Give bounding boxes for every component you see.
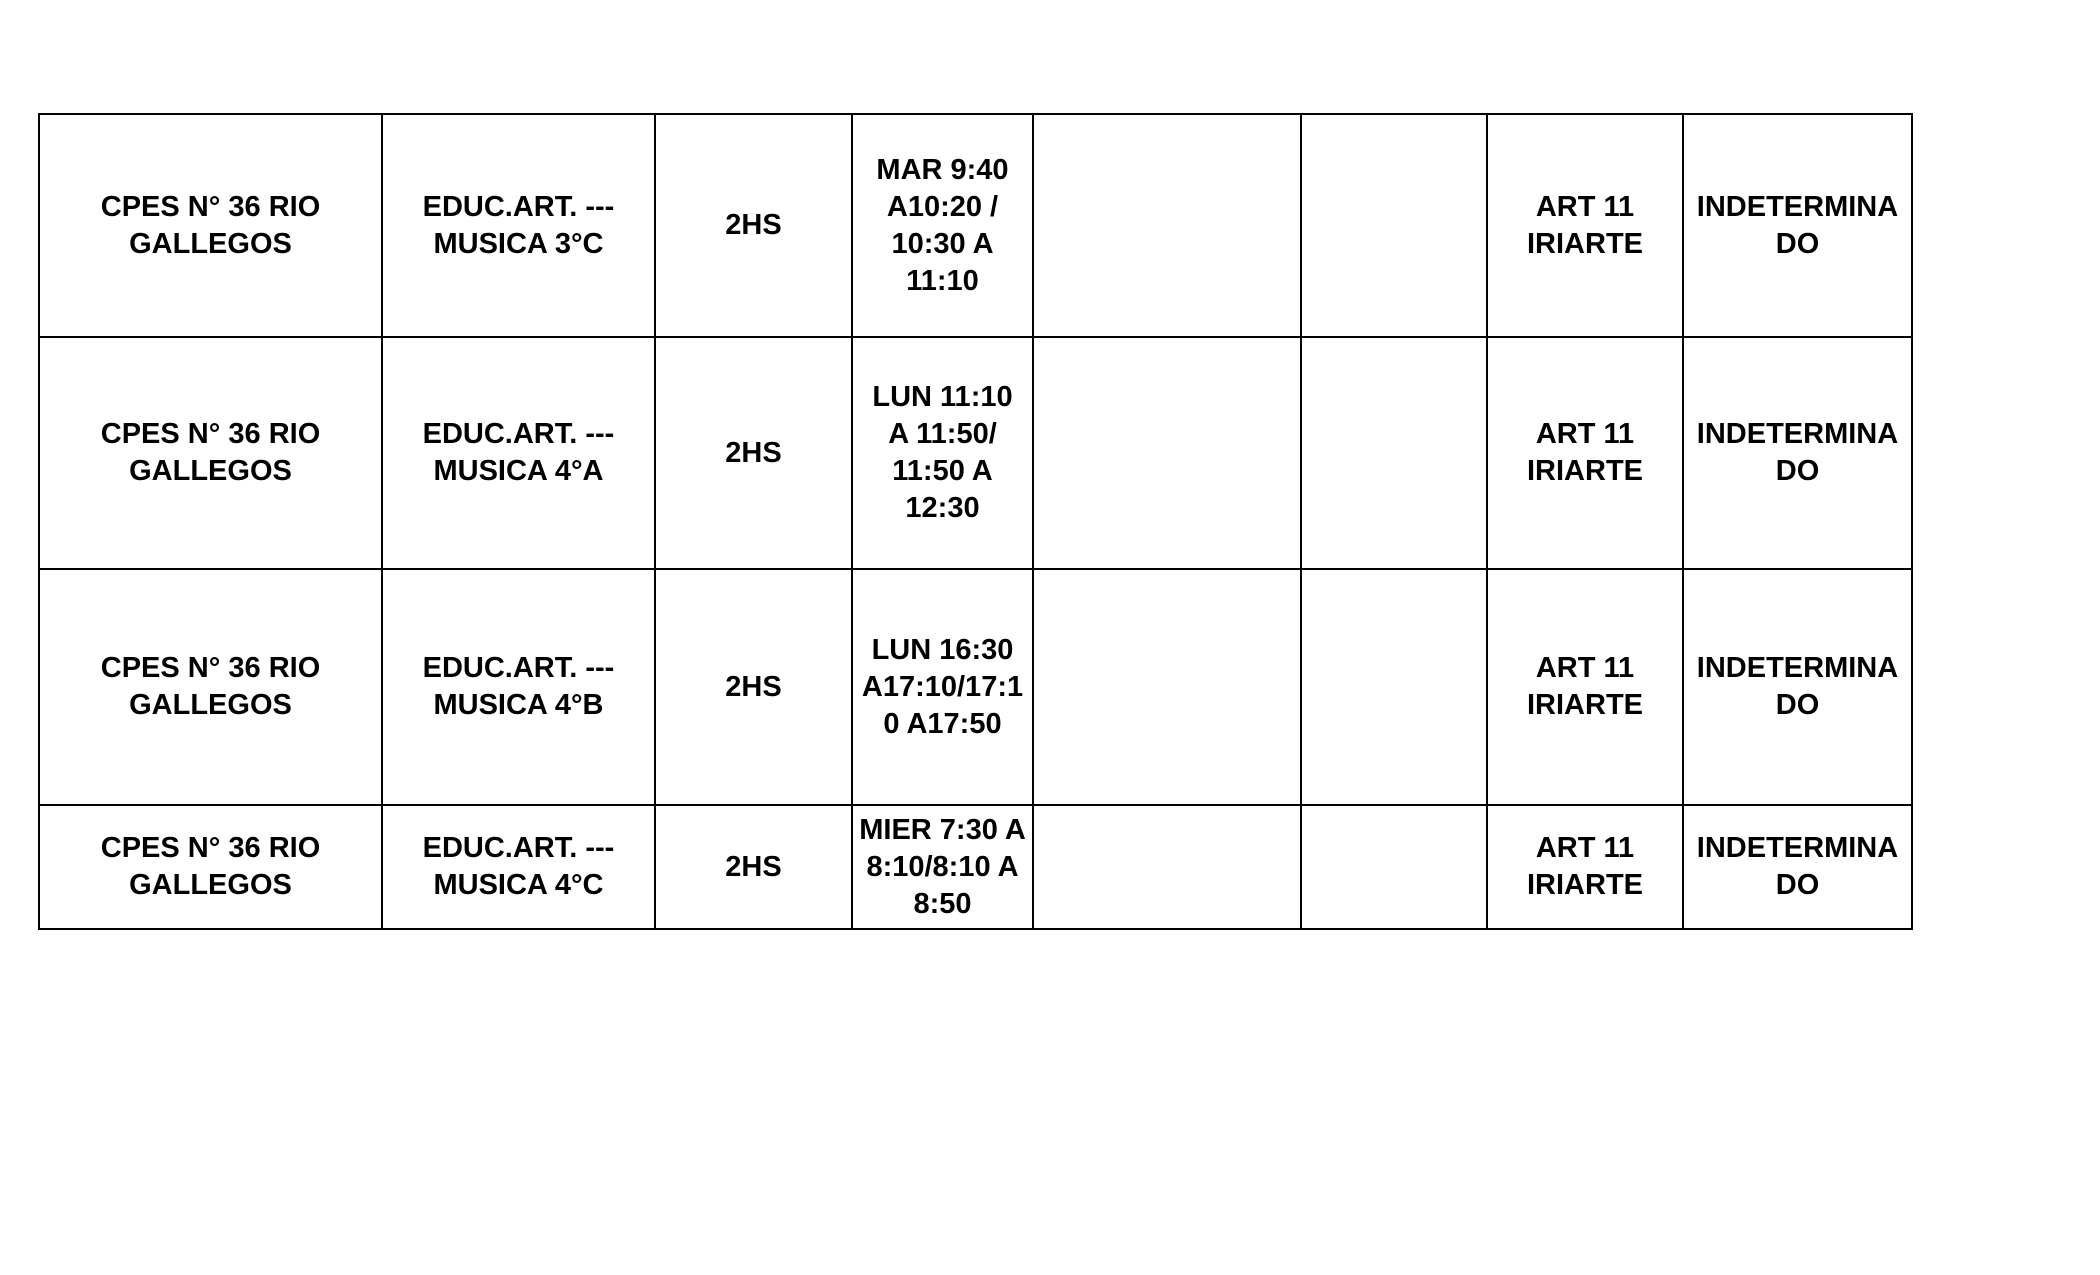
subject-cell <box>382 805 655 929</box>
blank-cell <box>1033 114 1301 337</box>
status-cell <box>1683 337 1912 569</box>
cell-line: 2HS <box>725 436 782 469</box>
cell-line: GALLEGOS <box>129 689 292 721</box>
cell-line: ART 11 <box>1535 652 1635 684</box>
cell-line: GALLEGOS <box>129 455 292 487</box>
cell-line: MUSICA 3°C <box>433 227 604 260</box>
school-cell <box>39 805 382 929</box>
table-row <box>39 569 1912 805</box>
article-cell <box>1487 569 1683 805</box>
cell-line: MIER 7:30 A <box>859 813 1026 846</box>
cell-line: A10:20 / <box>886 190 999 223</box>
cell-line: ART 11 <box>1535 832 1635 864</box>
table-row <box>39 337 1912 569</box>
table-row <box>39 805 1912 929</box>
status-cell <box>1683 805 1912 929</box>
cell-line: MUSICA 4°A <box>433 455 604 487</box>
cell-line: DO <box>1775 869 1820 901</box>
cell-line: CPES N° 36 RIO <box>100 652 321 684</box>
cell-line: CPES N° 36 RIO <box>100 832 321 864</box>
cell-line: 2HS <box>725 670 782 703</box>
blank-cell <box>1301 114 1487 337</box>
cell-line: EDUC.ART. --- <box>422 652 615 684</box>
status-cell <box>1683 569 1912 805</box>
subject-cell <box>382 337 655 569</box>
subject-cell <box>382 569 655 805</box>
blank-cell <box>1301 337 1487 569</box>
cell-line: 11:10 <box>906 264 979 297</box>
cell-line: GALLEGOS <box>129 869 292 901</box>
cell-line: LUN 16:30 <box>871 633 1014 666</box>
cell-line: DO <box>1775 455 1820 487</box>
hours-cell <box>655 337 852 569</box>
cell-line: INDETERMINA <box>1696 832 1899 864</box>
hours-cell <box>655 569 852 805</box>
cell-line: ART 11 <box>1535 190 1635 223</box>
cell-line: IRIARTE <box>1527 455 1643 487</box>
cell-line: INDETERMINA <box>1696 190 1899 223</box>
assignment-table <box>38 113 1913 930</box>
cell-line: DO <box>1775 227 1820 260</box>
blank-cell <box>1033 569 1301 805</box>
cell-line: 8:10/8:10 A <box>866 850 1019 883</box>
cell-line: INDETERMINA <box>1696 418 1899 450</box>
schedule-cell <box>852 805 1033 929</box>
hours-cell <box>655 114 852 337</box>
cell-line: LUN 11:10 <box>872 381 1013 413</box>
cell-line: 10:30 A <box>891 227 994 260</box>
cell-line: ART 11 <box>1535 418 1635 450</box>
cell-line: 11:50 A <box>892 455 993 487</box>
school-cell <box>39 114 382 337</box>
status-cell <box>1683 114 1912 337</box>
cell-line: IRIARTE <box>1527 689 1643 721</box>
table-row <box>39 114 1912 337</box>
cell-line: 2HS <box>725 209 782 241</box>
blank-cell <box>1033 805 1301 929</box>
school-cell <box>39 337 382 569</box>
cell-line: 2HS <box>725 850 782 883</box>
hours-cell <box>655 805 852 929</box>
cell-line: EDUC.ART. --- <box>422 832 615 864</box>
cell-line: EDUC.ART. --- <box>422 190 615 223</box>
blank-cell <box>1301 805 1487 929</box>
table-body <box>39 114 1912 929</box>
cell-line: A17:10/17:1 <box>861 670 1024 703</box>
subject-cell <box>382 114 655 337</box>
cell-line: INDETERMINA <box>1696 652 1899 684</box>
cell-line: EDUC.ART. --- <box>422 418 615 450</box>
cell-line: 0 A17:50 <box>883 707 1002 740</box>
schedule-cell <box>852 337 1033 569</box>
cell-line: CPES N° 36 RIO <box>100 190 321 223</box>
article-cell <box>1487 805 1683 929</box>
cell-line: MUSICA 4°B <box>433 689 604 721</box>
cell-line: IRIARTE <box>1527 869 1643 901</box>
article-cell <box>1487 114 1683 337</box>
schedule-cell <box>852 569 1033 805</box>
article-cell <box>1487 337 1683 569</box>
cell-line: MUSICA 4°C <box>433 869 604 901</box>
cell-line: 8:50 <box>913 887 972 920</box>
blank-cell <box>1301 569 1487 805</box>
blank-cell <box>1033 337 1301 569</box>
cell-line: CPES N° 36 RIO <box>100 418 321 450</box>
cell-line: A 11:50/ <box>888 418 997 450</box>
cell-line: DO <box>1775 689 1820 721</box>
cell-line: IRIARTE <box>1527 227 1643 260</box>
cell-line: MAR 9:40 <box>876 153 1009 186</box>
schedule-cell <box>852 114 1033 337</box>
cell-line: GALLEGOS <box>129 227 292 260</box>
school-cell <box>39 569 382 805</box>
cell-line: 12:30 <box>905 492 980 524</box>
